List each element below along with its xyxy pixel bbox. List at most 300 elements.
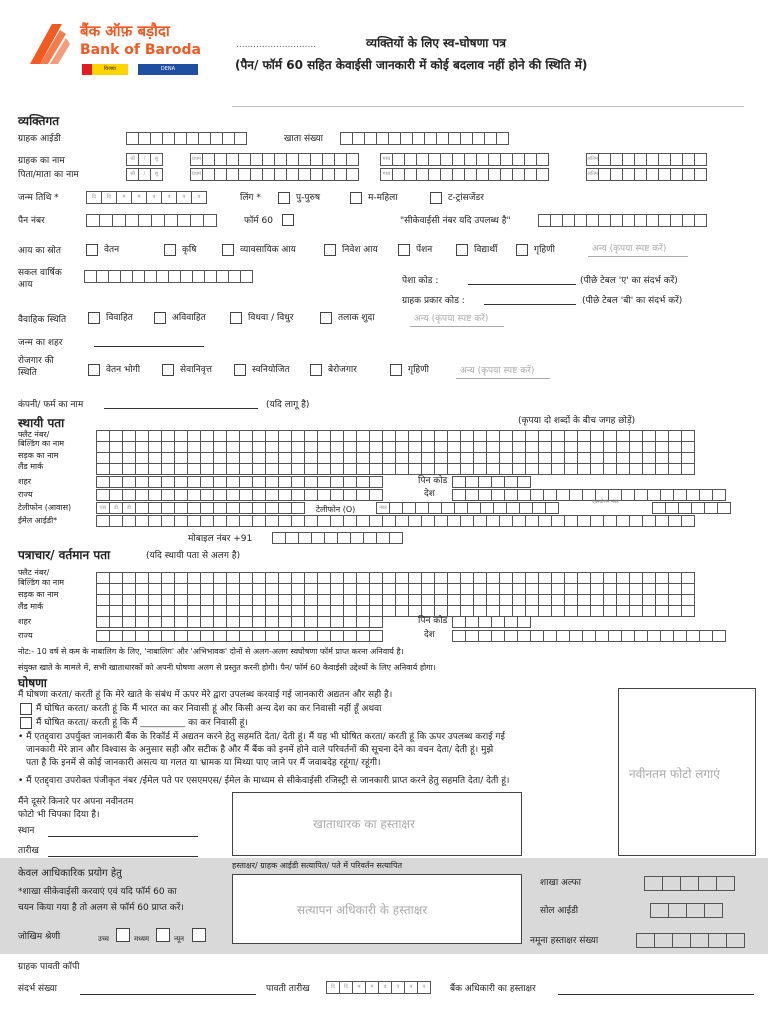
input-box[interactable] <box>356 630 370 642</box>
occupation-code-line[interactable] <box>468 284 576 285</box>
input-box[interactable] <box>517 489 531 501</box>
input-box[interactable] <box>122 616 136 628</box>
input-box[interactable] <box>690 933 709 948</box>
input-box[interactable] <box>304 630 318 642</box>
input-box[interactable] <box>187 630 201 642</box>
input-box[interactable] <box>304 476 318 488</box>
parent-first-name[interactable] <box>190 168 358 181</box>
input-box[interactable] <box>200 489 214 501</box>
input-box[interactable] <box>200 630 214 642</box>
input-box[interactable] <box>226 616 240 628</box>
input-box[interactable]: अंतिम <box>586 168 599 181</box>
input-box[interactable] <box>213 630 227 642</box>
input-box[interactable]: प्रथम <box>190 153 203 166</box>
input-box[interactable] <box>363 532 377 544</box>
input-box[interactable] <box>356 515 370 527</box>
input-box[interactable] <box>187 515 201 527</box>
officer-sign-line[interactable] <box>558 994 754 995</box>
input-box[interactable] <box>174 515 188 527</box>
input-box[interactable] <box>382 605 396 617</box>
income-option-checkbox-6[interactable] <box>516 244 528 256</box>
corr-pincode-boxes[interactable] <box>452 616 530 628</box>
input-box[interactable] <box>650 903 669 918</box>
input-box[interactable] <box>686 903 705 918</box>
income-option-checkbox-1[interactable] <box>164 244 176 256</box>
input-box[interactable] <box>304 616 318 628</box>
input-box[interactable] <box>148 515 162 527</box>
input-box[interactable] <box>699 630 713 642</box>
input-box[interactable] <box>317 463 331 475</box>
input-box[interactable] <box>504 630 518 642</box>
income-option-checkbox-3[interactable] <box>324 244 336 256</box>
input-box[interactable] <box>239 463 253 475</box>
employment-option-checkbox-0[interactable] <box>88 364 100 376</box>
input-box[interactable] <box>200 476 214 488</box>
input-box[interactable] <box>96 515 110 527</box>
input-box[interactable] <box>694 214 707 227</box>
income-option-checkbox-4[interactable] <box>398 244 410 256</box>
declaration-other-country-checkbox[interactable] <box>20 717 32 729</box>
parent-last-name[interactable] <box>586 168 706 181</box>
corr-city-boxes[interactable] <box>96 616 382 628</box>
input-box[interactable] <box>668 903 687 918</box>
input-box[interactable] <box>200 616 214 628</box>
input-box[interactable] <box>174 476 188 488</box>
input-box[interactable] <box>252 489 266 501</box>
input-box[interactable]: डी <box>122 502 136 514</box>
input-box[interactable] <box>556 489 570 501</box>
input-box[interactable] <box>148 489 162 501</box>
input-box[interactable] <box>278 502 292 514</box>
input-box[interactable] <box>465 616 479 628</box>
form60-checkbox[interactable] <box>282 214 294 226</box>
input-box[interactable] <box>644 876 663 891</box>
input-box[interactable] <box>530 630 544 642</box>
input-box[interactable] <box>608 630 622 642</box>
input-box[interactable] <box>536 153 549 166</box>
input-box[interactable] <box>356 476 370 488</box>
input-box[interactable] <box>164 214 178 227</box>
input-box[interactable] <box>278 630 292 642</box>
input-box[interactable] <box>452 489 466 501</box>
input-box[interactable] <box>543 630 557 642</box>
input-box[interactable] <box>465 476 479 488</box>
input-box[interactable] <box>678 502 692 514</box>
input-box[interactable] <box>343 515 357 527</box>
input-box[interactable] <box>272 532 286 544</box>
input-box[interactable] <box>454 502 468 514</box>
input-box[interactable] <box>317 476 331 488</box>
input-box[interactable] <box>187 463 201 475</box>
input-box[interactable] <box>265 476 279 488</box>
risk-medium-checkbox[interactable] <box>156 928 170 942</box>
input-box[interactable] <box>525 463 539 475</box>
input-box[interactable] <box>478 489 492 501</box>
input-box[interactable] <box>506 502 520 514</box>
input-box[interactable] <box>460 515 474 527</box>
employment-option-checkbox-3[interactable] <box>310 364 322 376</box>
input-box[interactable] <box>330 630 344 642</box>
input-box[interactable]: म <box>365 981 379 994</box>
input-box[interactable] <box>408 515 422 527</box>
input-box[interactable] <box>577 515 591 527</box>
input-box[interactable] <box>478 476 492 488</box>
input-box[interactable] <box>122 489 136 501</box>
input-box[interactable] <box>712 630 726 642</box>
input-box[interactable] <box>343 630 357 642</box>
input-box[interactable] <box>389 532 403 544</box>
input-box[interactable] <box>577 605 591 617</box>
input-box[interactable] <box>265 616 279 628</box>
parent-middle-name[interactable] <box>380 168 548 181</box>
input-box[interactable] <box>480 502 494 514</box>
company-line[interactable] <box>104 408 258 409</box>
input-box[interactable] <box>415 502 429 514</box>
input-box[interactable] <box>135 489 149 501</box>
input-box[interactable] <box>590 605 604 617</box>
input-box[interactable] <box>486 515 500 527</box>
input-box[interactable]: दि <box>101 191 117 204</box>
input-box[interactable] <box>634 489 648 501</box>
input-box[interactable] <box>239 630 253 642</box>
input-box[interactable] <box>304 463 318 475</box>
input-box[interactable] <box>716 876 735 891</box>
input-box[interactable] <box>460 463 474 475</box>
input-box[interactable] <box>265 489 279 501</box>
input-box[interactable] <box>647 630 661 642</box>
input-box[interactable] <box>174 616 188 628</box>
input-box[interactable]: सु <box>150 168 163 181</box>
input-box[interactable] <box>226 463 240 475</box>
perm-tel-off-boxes[interactable] <box>376 502 558 514</box>
employment-other-line[interactable] <box>456 378 550 379</box>
input-box[interactable] <box>655 463 669 475</box>
input-box[interactable] <box>473 515 487 527</box>
input-box[interactable] <box>135 463 149 475</box>
input-box[interactable] <box>161 616 175 628</box>
input-box[interactable] <box>96 476 110 488</box>
input-box[interactable] <box>496 132 509 145</box>
input-box[interactable] <box>564 605 578 617</box>
input-box[interactable] <box>491 616 505 628</box>
perm-mobile-boxes[interactable] <box>272 532 402 544</box>
input-box[interactable] <box>135 515 149 527</box>
input-box[interactable] <box>213 515 227 527</box>
input-box[interactable]: श्री <box>126 168 139 181</box>
input-box[interactable] <box>311 532 325 544</box>
perm-email-boxes[interactable] <box>96 515 694 527</box>
dob-boxes[interactable] <box>86 191 206 204</box>
verifier-signature-box[interactable] <box>232 874 522 944</box>
input-box[interactable] <box>343 463 357 475</box>
input-box[interactable] <box>499 463 513 475</box>
input-box[interactable] <box>402 502 416 514</box>
input-box[interactable] <box>190 214 204 227</box>
input-box[interactable] <box>564 463 578 475</box>
input-box[interactable] <box>239 489 253 501</box>
input-box[interactable] <box>174 489 188 501</box>
input-box[interactable] <box>151 214 165 227</box>
marital-option-checkbox-3[interactable] <box>320 312 332 324</box>
input-box[interactable] <box>642 515 656 527</box>
input-box[interactable]: व <box>378 981 392 994</box>
input-box[interactable] <box>213 476 227 488</box>
input-box[interactable] <box>174 463 188 475</box>
input-box[interactable] <box>252 476 266 488</box>
input-box[interactable] <box>704 502 718 514</box>
input-box[interactable] <box>382 463 396 475</box>
input-box[interactable]: / <box>138 153 151 166</box>
input-box[interactable] <box>291 476 305 488</box>
branch-alpha-boxes[interactable] <box>644 876 734 891</box>
input-box[interactable] <box>652 502 666 514</box>
input-box[interactable] <box>226 489 240 501</box>
input-box[interactable] <box>629 515 643 527</box>
input-box[interactable] <box>636 933 655 948</box>
risk-high-checkbox[interactable] <box>116 928 130 942</box>
input-box[interactable] <box>278 463 292 475</box>
input-box[interactable] <box>109 489 123 501</box>
input-box[interactable] <box>369 630 383 642</box>
input-box[interactable] <box>109 616 123 628</box>
input-box[interactable] <box>369 515 383 527</box>
input-box[interactable] <box>135 630 149 642</box>
input-box[interactable] <box>478 630 492 642</box>
input-box[interactable] <box>428 502 442 514</box>
input-box[interactable]: एस <box>96 502 110 514</box>
input-box[interactable] <box>538 515 552 527</box>
customer-first-name[interactable] <box>190 153 358 166</box>
input-box[interactable] <box>226 630 240 642</box>
ckyc-boxes[interactable] <box>538 214 706 227</box>
perm-city-boxes[interactable] <box>96 476 382 488</box>
corr-state-boxes[interactable] <box>96 630 382 642</box>
input-box[interactable] <box>291 463 305 475</box>
input-box[interactable] <box>660 630 674 642</box>
input-box[interactable] <box>668 605 682 617</box>
input-box[interactable] <box>203 214 217 227</box>
receipt-date-boxes[interactable] <box>326 981 430 994</box>
input-box[interactable] <box>148 502 162 514</box>
input-box[interactable]: म <box>116 191 132 204</box>
input-box[interactable] <box>642 605 656 617</box>
input-box[interactable] <box>452 630 466 642</box>
input-box[interactable] <box>317 616 331 628</box>
input-box[interactable] <box>343 476 357 488</box>
marital-option-checkbox-1[interactable] <box>154 312 166 324</box>
input-box[interactable] <box>109 630 123 642</box>
input-box[interactable] <box>504 616 518 628</box>
input-box[interactable]: टी <box>109 502 123 514</box>
input-box[interactable] <box>421 463 435 475</box>
customer-middle-name[interactable] <box>380 153 548 166</box>
input-box[interactable] <box>517 616 531 628</box>
input-box[interactable] <box>187 489 201 501</box>
input-box[interactable] <box>434 515 448 527</box>
input-box[interactable] <box>672 933 691 948</box>
input-box[interactable] <box>673 489 687 501</box>
input-box[interactable] <box>234 132 247 145</box>
input-box[interactable] <box>634 630 648 642</box>
sol-id-boxes[interactable] <box>650 903 722 918</box>
input-box[interactable] <box>590 515 604 527</box>
input-box[interactable] <box>317 515 331 527</box>
input-box[interactable] <box>434 463 448 475</box>
input-box[interactable] <box>395 605 409 617</box>
input-box[interactable] <box>538 605 552 617</box>
input-box[interactable] <box>122 463 136 475</box>
perm-country-boxes[interactable] <box>452 489 725 501</box>
input-box[interactable] <box>187 616 201 628</box>
input-box[interactable] <box>478 616 492 628</box>
input-box[interactable]: नंबर <box>376 502 390 514</box>
input-box[interactable] <box>226 515 240 527</box>
input-box[interactable] <box>330 616 344 628</box>
input-box[interactable] <box>239 502 253 514</box>
input-box[interactable] <box>569 489 583 501</box>
input-box[interactable] <box>112 214 126 227</box>
employment-option-checkbox-1[interactable] <box>162 364 174 376</box>
input-box[interactable] <box>465 630 479 642</box>
input-box[interactable] <box>595 630 609 642</box>
input-box[interactable] <box>517 630 531 642</box>
input-box[interactable] <box>473 463 487 475</box>
input-box[interactable] <box>135 616 149 628</box>
input-box[interactable]: सु <box>150 153 163 166</box>
input-box[interactable] <box>694 168 707 181</box>
input-box[interactable]: व <box>191 191 207 204</box>
date-line[interactable] <box>48 856 198 857</box>
input-box[interactable] <box>504 489 518 501</box>
input-box[interactable] <box>213 463 227 475</box>
input-box[interactable] <box>265 630 279 642</box>
input-box[interactable] <box>148 630 162 642</box>
input-box[interactable] <box>291 630 305 642</box>
input-box[interactable] <box>616 463 630 475</box>
input-box[interactable] <box>174 502 188 514</box>
input-box[interactable] <box>603 515 617 527</box>
input-box[interactable]: व <box>391 981 405 994</box>
input-box[interactable] <box>135 476 149 488</box>
perm-state-boxes[interactable] <box>96 489 382 501</box>
input-box[interactable] <box>343 616 357 628</box>
input-box[interactable] <box>691 502 705 514</box>
input-box[interactable] <box>125 214 139 227</box>
input-box[interactable] <box>330 515 344 527</box>
input-box[interactable] <box>369 489 383 501</box>
input-box[interactable] <box>486 463 500 475</box>
corr-country-boxes[interactable] <box>452 630 725 642</box>
input-box[interactable] <box>356 463 370 475</box>
input-box[interactable] <box>109 463 123 475</box>
input-box[interactable] <box>642 463 656 475</box>
input-box[interactable] <box>532 502 546 514</box>
input-box[interactable]: श्री <box>126 153 139 166</box>
income-option-checkbox-5[interactable] <box>456 244 468 256</box>
input-box[interactable] <box>616 605 630 617</box>
input-box[interactable] <box>252 616 266 628</box>
input-box[interactable] <box>491 630 505 642</box>
input-box[interactable]: / <box>138 168 151 181</box>
input-box[interactable] <box>603 605 617 617</box>
holder-signature-box[interactable] <box>232 792 522 856</box>
input-box[interactable]: व <box>146 191 162 204</box>
input-box[interactable] <box>686 489 700 501</box>
input-box[interactable] <box>395 463 409 475</box>
input-box[interactable] <box>135 502 149 514</box>
input-box[interactable] <box>512 463 526 475</box>
account-no-boxes[interactable] <box>340 132 508 145</box>
input-box[interactable] <box>96 463 110 475</box>
input-box[interactable] <box>712 489 726 501</box>
input-box[interactable] <box>317 489 331 501</box>
input-box[interactable] <box>704 903 723 918</box>
input-box[interactable]: म <box>131 191 147 204</box>
input-box[interactable] <box>452 616 466 628</box>
input-box[interactable] <box>686 630 700 642</box>
input-box[interactable] <box>265 515 279 527</box>
input-box[interactable] <box>291 515 305 527</box>
input-box[interactable] <box>569 630 583 642</box>
input-box[interactable] <box>621 630 635 642</box>
input-box[interactable] <box>681 515 695 527</box>
input-box[interactable] <box>467 502 481 514</box>
input-box[interactable] <box>447 463 461 475</box>
input-box[interactable] <box>96 489 110 501</box>
input-box[interactable] <box>96 630 110 642</box>
input-box[interactable] <box>655 515 669 527</box>
employment-option-checkbox-2[interactable] <box>234 364 246 376</box>
input-box[interactable] <box>252 463 266 475</box>
annual-income-boxes[interactable] <box>84 270 252 283</box>
input-box[interactable] <box>291 616 305 628</box>
input-box[interactable] <box>213 502 227 514</box>
input-box[interactable] <box>161 502 175 514</box>
input-box[interactable] <box>213 489 227 501</box>
input-box[interactable]: म <box>352 981 366 994</box>
input-box[interactable] <box>278 476 292 488</box>
input-box[interactable] <box>447 515 461 527</box>
input-box[interactable] <box>252 502 266 514</box>
input-box[interactable] <box>512 515 526 527</box>
input-box[interactable] <box>239 476 253 488</box>
input-box[interactable]: दि <box>326 981 340 994</box>
marital-option-checkbox-0[interactable] <box>88 312 100 324</box>
input-box[interactable] <box>389 502 403 514</box>
input-box[interactable] <box>621 489 635 501</box>
input-box[interactable] <box>291 502 305 514</box>
input-box[interactable] <box>577 463 591 475</box>
input-box[interactable] <box>161 630 175 642</box>
input-box[interactable] <box>174 630 188 642</box>
customer-last-name[interactable] <box>586 153 706 166</box>
input-box[interactable] <box>369 616 383 628</box>
input-box[interactable] <box>590 463 604 475</box>
input-box[interactable]: दि <box>86 191 102 204</box>
input-box[interactable]: प्रथम <box>190 168 203 181</box>
declaration-india-checkbox[interactable] <box>20 703 32 715</box>
input-box[interactable] <box>382 515 396 527</box>
input-box[interactable] <box>369 476 383 488</box>
input-box[interactable] <box>369 463 383 475</box>
birth-city-line[interactable] <box>94 346 204 347</box>
input-box[interactable] <box>138 214 152 227</box>
input-box[interactable] <box>109 476 123 488</box>
input-box[interactable] <box>278 489 292 501</box>
input-box[interactable] <box>668 515 682 527</box>
input-box[interactable] <box>726 933 745 948</box>
input-box[interactable] <box>99 214 113 227</box>
